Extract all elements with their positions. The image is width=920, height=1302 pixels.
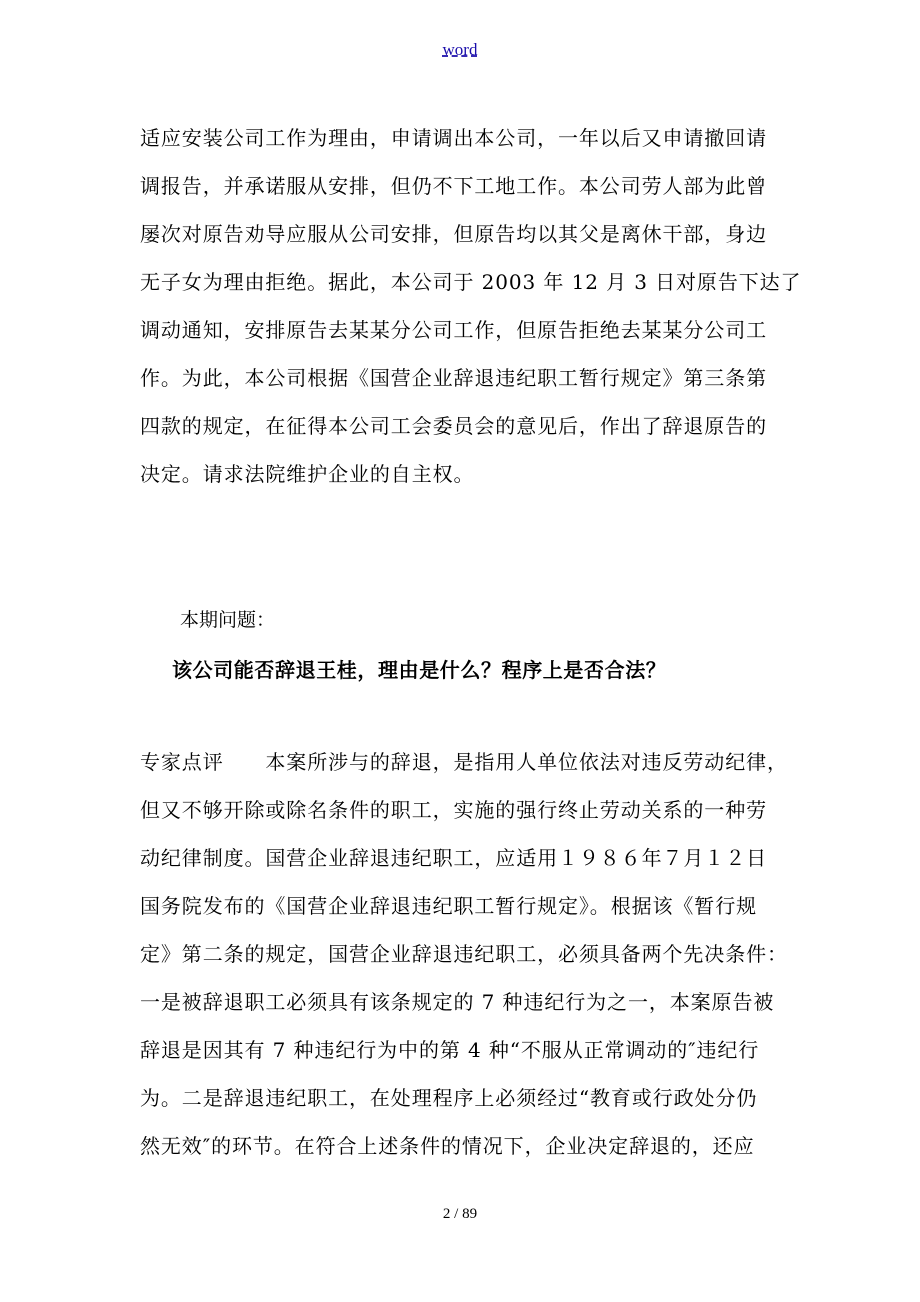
text-line: 专家点评 本案所涉与的辞退，是指用人单位依法对违反劳动纪律， bbox=[140, 750, 788, 774]
text-line: 然无效″的环节。在符合上述条件的情况下，企业决定辞退的，还应 bbox=[140, 1134, 755, 1158]
text-line: 调报告，并承诺服从安排，但仍不下工地工作。本公司劳人部为此曾 bbox=[140, 174, 767, 198]
question-label: 本期问题： bbox=[180, 609, 276, 631]
text-line: 定》第二条的规定，国营企业辞退违纪职工，必须具备两个先决条件： bbox=[140, 942, 788, 966]
text-line: 作。为此，本公司根据《国营企业辞退违纪职工暂行规定》第三条第 bbox=[140, 366, 767, 390]
text-line: 决定。请求法院维护企业的自主权。 bbox=[140, 462, 475, 486]
paragraph-expert-review bbox=[140, 738, 792, 1170]
text-line: 四款的规定，在征得本公司工会委员会的意见后，作出了辞退原告的 bbox=[140, 414, 767, 438]
text-line: 动纪律制度。国营企业辞退违纪职工，应适用１９８６年７月１２日 bbox=[140, 846, 767, 870]
text-line: 调动通知，安排原告去某某分公司工作，但原告拒绝去某某分公司工 bbox=[140, 318, 767, 342]
text-line: 为。二是辞退违纪职工，在处理程序上必须经过“教育或行政处分仍 bbox=[140, 1086, 758, 1110]
header-word-link[interactable]: word bbox=[442, 40, 478, 59]
text-line: 辞退是因其有 7 种违纪行为中的第 4 种“不服从正常调动的″违纪行 bbox=[140, 1038, 760, 1062]
page-number: 2 / 89 bbox=[442, 1206, 478, 1222]
paragraph-defendant-statement bbox=[140, 114, 802, 498]
text-line: 国务院发布的《国营企业辞退违纪职工暂行规定》。根据该《暂行规 bbox=[140, 894, 757, 918]
text-line: 但又不够开除或除名条件的职工，实施的强行终止劳动关系的一种劳 bbox=[140, 798, 767, 822]
text-line: 适应安装公司工作为理由，申请调出本公司，一年以后又申请撤回请 bbox=[140, 126, 767, 150]
text-line: 一是被辞退职工必须具有该条规定的 7 种违纪行为之一，本案原告被 bbox=[140, 990, 775, 1014]
text-line: 屡次对原告劝导应服从公司安排，但原告均以其父是离休干部，身边 bbox=[140, 222, 767, 246]
question-text: 该公司能否辞退王桂，理由是什么？程序上是否合法？ bbox=[172, 658, 667, 682]
text-line: 无子女为理由拒绝。据此，本公司于 2003 年 12 月 3 日对原告下达了 bbox=[140, 270, 802, 294]
